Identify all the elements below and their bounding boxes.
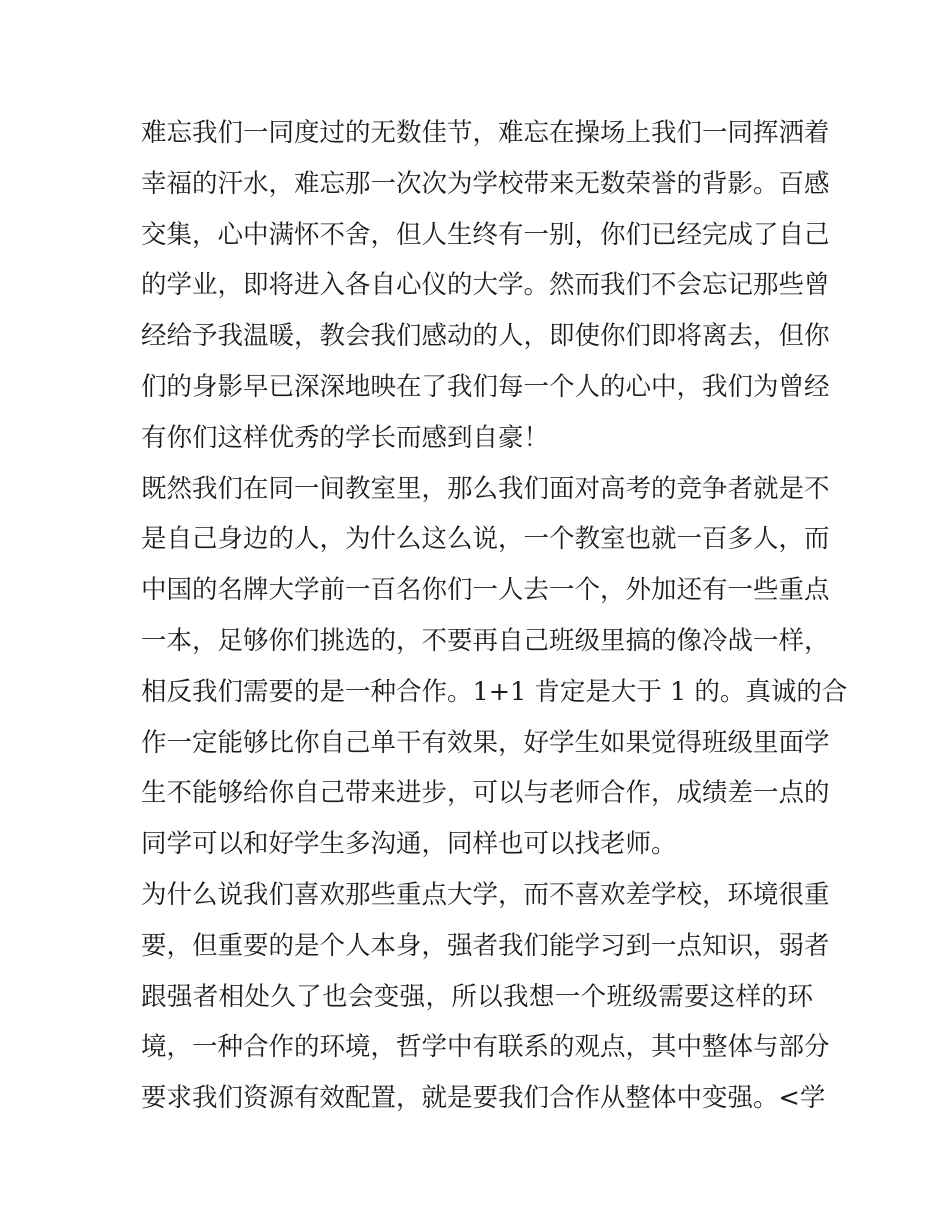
document-body: [141, 108, 848, 1124]
text-line: 的学业，即将进入各自心仪的大学。然而我们不会忘记那些曾: [141, 270, 830, 301]
text-line: 经给予我温暖，教会我们感动的人，即使你们即将离去，但你: [141, 321, 830, 352]
text-line: 中国的名牌大学前一百名你们一人去一个，外加还有一些重点: [141, 575, 830, 606]
text-line: 跟强者相处久了也会变强，所以我想一个班级需要这样的环: [141, 981, 813, 1012]
paragraph-end-line: 有你们这样优秀的学长而感到自豪！: [141, 422, 550, 453]
text-line: 为什么说我们喜欢那些重点大学，而不喜欢差学校，环境很重: [141, 879, 830, 910]
text-line: 要，但重要的是个人本身，强者我们能学习到一点知识，弱者: [141, 930, 830, 961]
text-line: 境，一种合作的环境，哲学中有联系的观点，其中整体与部分: [141, 1032, 830, 1063]
text-line: 作一定能够比你自己单干有效果，好学生如果觉得班级里面学: [141, 727, 830, 758]
text-line: 相反我们需要的是一种合作。1+1 肯定是大于 1 的。真诚的合: [141, 676, 848, 707]
paragraph-end-line: 同学可以和好学生多沟通，同样也可以找老师。: [141, 829, 677, 860]
text-line: 幸福的汗水，难忘那一次次为学校带来无数荣誉的背影。百感: [141, 168, 830, 199]
text-line: 们的身影早已深深地映在了我们每一个人的心中，我们为曾经: [141, 371, 830, 402]
text-line: 交集，心中满怀不舍，但人生终有一别，你们已经完成了自己: [141, 219, 830, 250]
text-line: 是自己身边的人，为什么这么说，一个教室也就一百多人，而: [141, 524, 830, 555]
text-line: 生不能够给你自己带来进步，可以与老师合作，成绩差一点的: [141, 778, 830, 809]
text-line: 要求我们资源有效配置，就是要我们合作从整体中变强。<学: [141, 1083, 826, 1114]
text-line: 一本，足够你们挑选的，不要再自己班级里搞的像冷战一样，: [141, 625, 830, 656]
text-line: 难忘我们一同度过的无数佳节，难忘在操场上我们一同挥洒着: [141, 118, 830, 148]
text-line: 既然我们在同一间教室里，那么我们面对高考的竞争者就是不: [141, 473, 830, 504]
